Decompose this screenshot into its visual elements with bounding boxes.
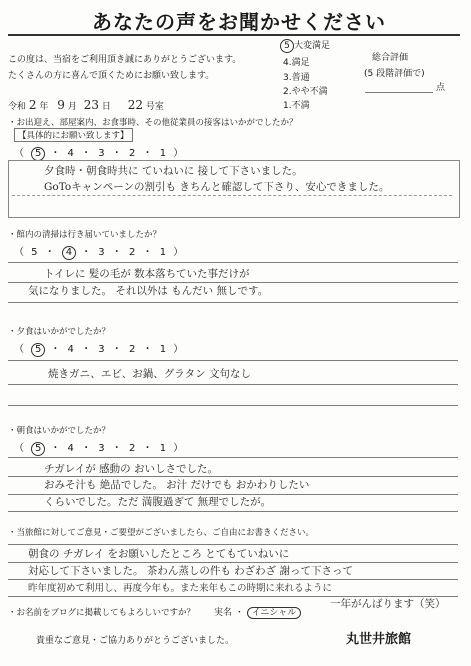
q2-line-1	[8, 262, 458, 263]
q1-note-label: 【具体的にお願い致します】	[14, 128, 133, 142]
q2-answer-line-1: トイレに 髪の毛が 数本落ちていた事だけが	[44, 268, 250, 280]
q1-answer-line-1: 夕食時・朝食時共に ていねいに 接して下さいました。	[44, 165, 303, 177]
date-row: 令和 2 年 9 月 23 日 22 号室	[8, 98, 164, 112]
intro-line-2: たくさんの方に喜んで頂くためにお願い致します。	[8, 71, 215, 81]
overall-label: 総合評価	[372, 53, 409, 63]
title-underline	[8, 34, 460, 36]
scale-1: 1.不満	[283, 101, 310, 111]
q5-answer-line-4: 一年がんばります（笑）	[330, 598, 446, 610]
scale-3: 3.普通	[283, 73, 310, 83]
q4-line-4	[8, 511, 458, 512]
q3-answer-line-1: 焼きガニ、エビ、お鍋、グラタン 文句なし	[48, 368, 251, 380]
q2-answer-line-2: 気になりました。 それ以外は もんだい 無しです。	[28, 285, 269, 297]
selected-circle: 5	[280, 39, 294, 53]
overall-unit: 点	[436, 83, 446, 93]
q1-line	[12, 195, 452, 196]
q1-text: ・お出迎え、部屋案内、お食事時、その他従業員の接客はいかがでしたか？	[8, 118, 298, 128]
q3-scale: （ 5 ・ 4 ・ 3 ・ 2 ・ 1 ）	[14, 344, 186, 355]
q5-line-1	[8, 544, 458, 545]
inn-name: 丸世井旅館	[346, 632, 412, 647]
q3-line-1	[8, 360, 458, 361]
q4-answer-line-2: おみそ汁も 絶品でした。 お汁 だけでも おかわりしたい	[44, 479, 310, 491]
overall-sub: (5 段階評価で)	[364, 69, 425, 79]
blog-options: 実名 ・ イニシャル	[214, 605, 301, 618]
q5-text: ・当旅館に対してご意見・ご要望がございましたら、ご自由にお書きください。	[8, 528, 315, 538]
q3-line-3	[8, 405, 458, 406]
q1-answer-line-2: GoToキャンペーンの割引も きちんと確認して下さり、安心できました。	[44, 181, 390, 193]
scale-5: 5 大変満足	[280, 38, 330, 53]
q5-answer-line-2: 対応して下さいました。 茶わん蒸しの件も わざわざ 謝って下さって	[28, 565, 354, 577]
scale-2: 2.やや不満	[283, 87, 328, 97]
q4-answer-line-1: チガレイが 感動の おいしさでした。	[44, 463, 218, 475]
q1-scale: （ 5 ・ 4 ・ 3 ・ 2 ・ 1 ）	[14, 148, 186, 159]
q4-text: ・朝食はいかがでしたか？	[8, 426, 111, 436]
q2-line-3	[8, 302, 458, 303]
overall-line	[365, 92, 433, 93]
q3-line-2	[8, 384, 458, 385]
scale-4: 4.満足	[283, 58, 310, 68]
intro-line-1: この度は、当宿をご利用頂き誠にありがとうございます。	[8, 55, 242, 65]
form-title: あなたの声をお聞かせください	[92, 10, 386, 34]
q2-scale: （ 5 ・ 4 ・ 3 ・ 2 ・ 1 ）	[14, 247, 186, 258]
q5-answer-line-1: 朝食の チガレイ をお願いしたところ とてもていねいに	[28, 548, 290, 560]
q4-answer-line-3: くらいでした。ただ 満腹過ぎて 無理でしたが。	[44, 496, 272, 508]
q4-scale: （ 5 ・ 4 ・ 3 ・ 2 ・ 1 ）	[14, 443, 186, 454]
q5-answer-line-3: 昨年度初めて利用し、再度今年も。また来年もこの時期に来れるように	[28, 583, 333, 594]
q2-text: ・館内の清掃は行き届いていましたか？	[8, 230, 162, 240]
q3-text: ・夕食はいかがでしたか？	[8, 327, 111, 337]
blog-question: ・お名前をブログに掲載してもよろしいですか？	[8, 608, 196, 618]
thanks-text: 貴重なご意見・ご協力ありがとうございました。	[36, 636, 235, 646]
q4-line-1	[8, 457, 458, 458]
